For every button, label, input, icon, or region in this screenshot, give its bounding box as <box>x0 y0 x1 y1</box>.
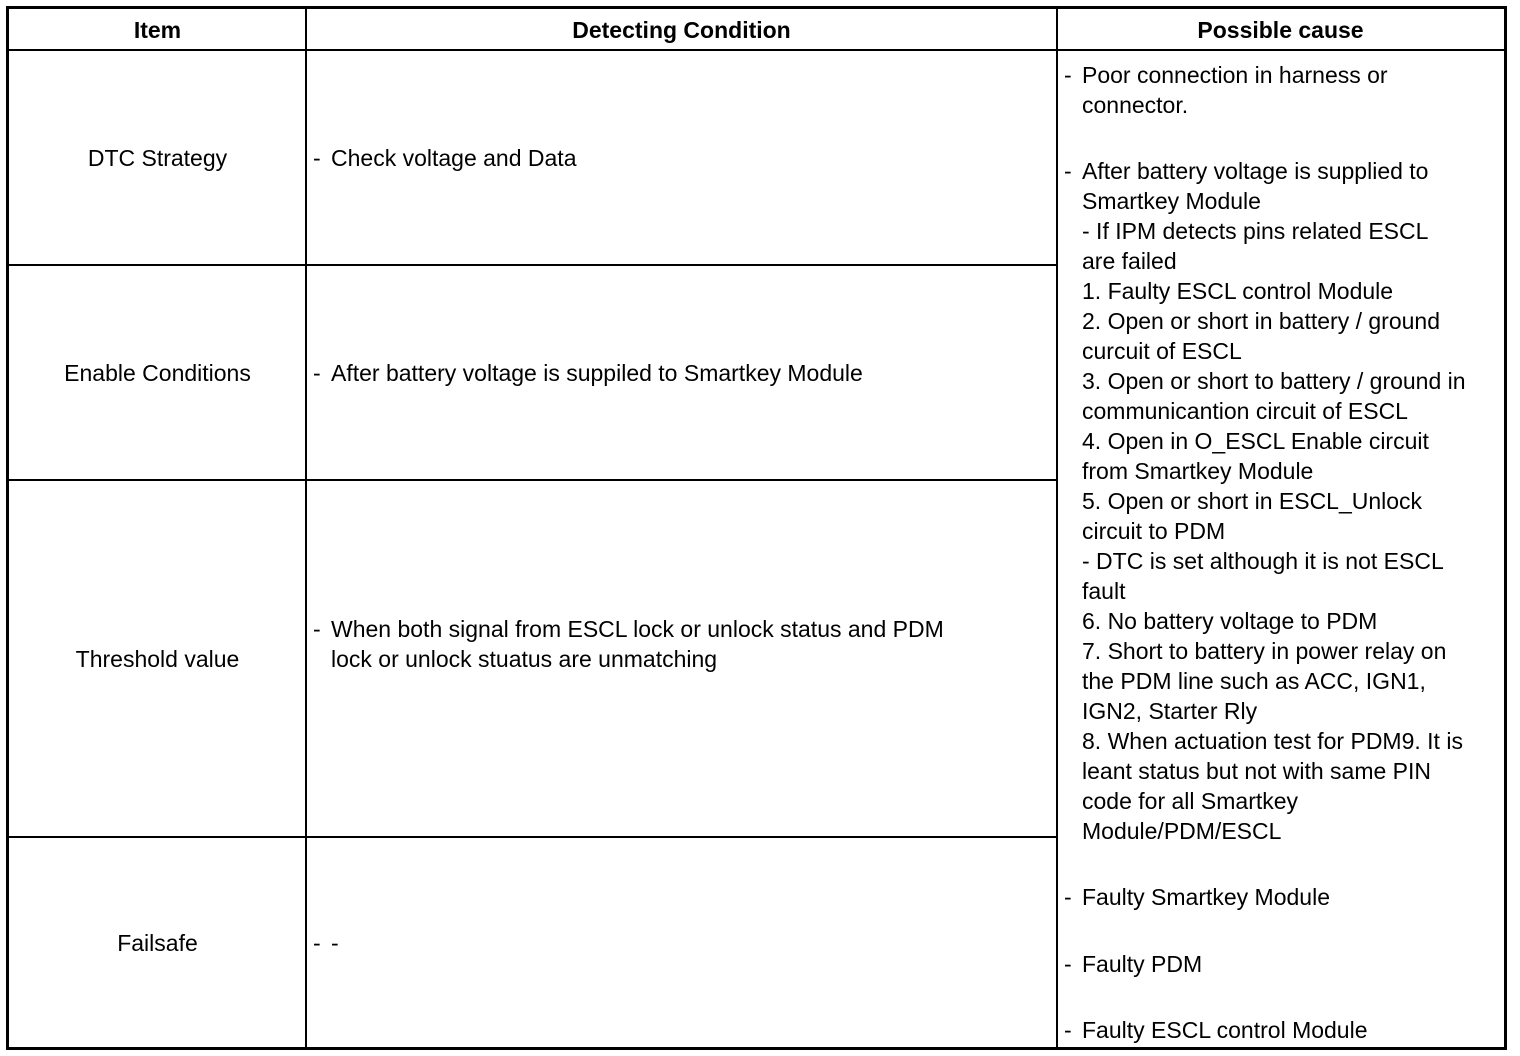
row-condition-failsafe <box>306 838 1057 1047</box>
item-label: Enable Conditions <box>64 359 251 386</box>
dash: - <box>313 929 321 956</box>
cause-line: the PDM line such as ACC, IGN1, <box>1082 668 1426 694</box>
header-detecting-condition: Detecting Condition <box>572 17 791 43</box>
cause-detailed-list <box>1058 156 1504 846</box>
cause-faulty-escl-control-module <box>1058 1015 1504 1045</box>
cause-line: from Smartkey Module <box>1082 458 1314 484</box>
dash: - <box>1064 158 1072 184</box>
condition-line: lock or unlock stuatus are unmatching <box>331 645 718 672</box>
condition-line: When both signal from ESCL lock or unlock status and PDM <box>331 615 944 642</box>
cause-line: communicantion circuit of ESCL <box>1082 398 1408 424</box>
row-item-threshold-value <box>9 481 306 836</box>
cause-line: - If IPM detects pins related ESCL <box>1082 218 1429 244</box>
dash: - <box>1064 884 1072 910</box>
row-item-failsafe <box>9 838 306 1047</box>
dash: - <box>1064 951 1072 977</box>
header-item: Item <box>133 17 182 43</box>
cause-line: 1. Faulty ESCL control Module <box>1082 278 1394 304</box>
cause-line: - DTC is set although it is not ESCL <box>1082 548 1444 574</box>
cause-faulty-pdm <box>1058 949 1504 979</box>
dash: - <box>313 144 321 171</box>
item-label: DTC Strategy <box>87 144 228 171</box>
cause-line: Module/PDM/ESCL <box>1082 818 1282 844</box>
dash: - <box>313 359 321 386</box>
cause-line: 3. Open or short to battery / ground in <box>1082 368 1466 394</box>
cause-line: circuit to PDM <box>1082 518 1226 544</box>
condition-text: - <box>331 929 339 956</box>
cause-line: 4. Open in O_ESCL Enable circuit <box>1082 428 1429 454</box>
cause-line: IGN2, Starter Rly <box>1082 698 1258 724</box>
dash: - <box>313 615 321 642</box>
cause-line: Faulty Smartkey Module <box>1082 884 1330 910</box>
header-possible-cause: Possible cause <box>1197 17 1364 43</box>
cause-line: curcuit of ESCL <box>1082 338 1242 364</box>
cause-line: Poor connection in harness or <box>1082 62 1388 88</box>
cause-line: connector. <box>1082 92 1189 118</box>
dash: - <box>1064 1017 1072 1043</box>
cause-faulty-smartkey-module <box>1058 882 1504 912</box>
cause-line: 5. Open or short in ESCL_Unlock <box>1082 488 1423 514</box>
condition-text <box>331 614 944 674</box>
cause-line: Faulty ESCL control Module <box>1082 1017 1368 1043</box>
condition-text: After battery voltage is suppiled to Smartkey Module <box>331 359 863 386</box>
cause-line: fault <box>1082 578 1126 604</box>
row-item-dtc-strategy <box>9 51 306 264</box>
row-condition-enable-conditions <box>306 266 1057 479</box>
dtc-table <box>6 6 1507 1050</box>
row-item-enable-conditions <box>9 266 306 479</box>
condition-text: Check voltage and Data <box>331 144 577 171</box>
cause-line: leant status but not with same PIN <box>1082 758 1432 784</box>
cause-line: 7. Short to battery in power relay on <box>1082 638 1447 664</box>
cause-line: 2. Open or short in battery / ground <box>1082 308 1440 334</box>
cause-line: Faulty PDM <box>1082 951 1203 977</box>
row-condition-dtc-strategy <box>306 51 1057 264</box>
item-label: Failsafe <box>117 929 198 956</box>
cause-poor-connection <box>1058 60 1504 120</box>
cause-line: Smartkey Module <box>1082 188 1261 214</box>
cause-line: code for all Smartkey <box>1082 788 1299 814</box>
item-label: Threshold value <box>75 645 240 672</box>
cause-line: 6. No battery voltage to PDM <box>1082 608 1378 634</box>
cause-line: 8. When actuation test for PDM9. It is <box>1082 728 1463 754</box>
cause-line: After battery voltage is supplied to <box>1082 158 1429 184</box>
cause-line: are failed <box>1082 248 1177 274</box>
dash: - <box>1064 62 1072 88</box>
row-condition-threshold-value <box>306 481 1057 836</box>
